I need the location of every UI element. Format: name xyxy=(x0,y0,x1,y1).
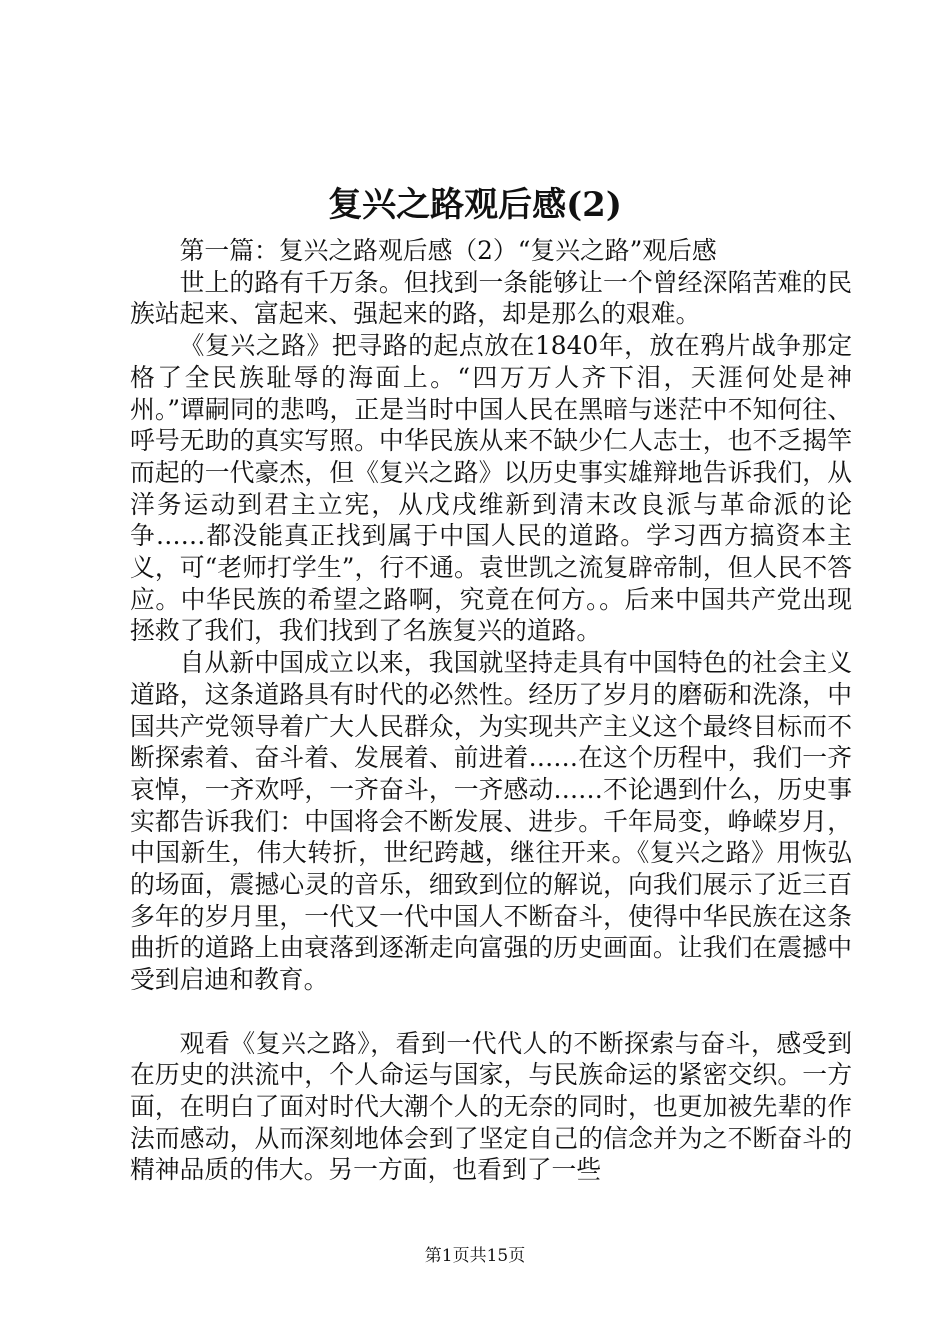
paragraph-reflection: 观看《复兴之路》，看到一代代人的不断探索与奋斗，感受到在历史的洪流中，个人命运与国家，与民族命运的紧密交织。一方面，在明白了面对时代大潮个人的无奈的同时，也更加被先辈的作法而感动，从而深刻地体会到了坚定自己的信念并为之不断奋斗的精神品质的伟大。另一方面，也看到了一些 xyxy=(130,1028,852,1185)
document-body xyxy=(130,235,852,1186)
total-pages: 共15页 xyxy=(469,1246,526,1266)
paragraph-intro: 世上的路有千万条。但找到一条能够让一个曾经深陷苦难的民族站起来、富起来、强起来的路，却是那么的艰难。 xyxy=(130,267,852,329)
paragraph-history: 《复兴之路》把寻路的起点放在1840年，放在鸦片战争那定格了全民族耻辱的海面上。“四万万人齐下泪，天涯何处是神州。”谭嗣同的悲鸣，正是当时中国人民在黑暗与迷茫中不知何往、呼号无助的真实写照。中华民族从来不缺少仁人志士，也不乏揭竿而起的一代豪杰，但《复兴之路》以历史事实雄辩地告诉我们，从洋务运动到君主立宪，从戊戌维新到清末改良派与革命派的论争……都没能真正找到属于中国人民的道路。学习西方搞资本主义，可“老师打学生”，行不通。袁世凯之流复辟帝制，但人民不答应。中华民族的希望之路啊，究竟在何方。。后来中国共产党出现拯救了我们，我们找到了名族复兴的道路。 xyxy=(130,331,852,646)
paragraph-heading: 第一篇：复兴之路观后感（2）“复兴之路”观后感 xyxy=(179,236,717,265)
page-number: 第1页 xyxy=(424,1246,470,1266)
paragraph-new-china: 自从新中国成立以来，我国就坚持走具有中国特色的社会主义道路，这条道路具有时代的必然性。经历了岁月的磨砺和洗涤，中国共产党领导着广大人民群众，为实现共产主义这个最终目标而不断探索着、奋斗着、发展着、前进着……在这个历程中，我们一齐哀悼，一齐欢呼，一齐奋斗，一齐感动……不论遇到什么，历史事实都告诉我们：中国将会不断发展、进步。千年局变，峥嵘岁月，中国新生，伟大转折，世纪跨越，继往开来。《复兴之路》用恢弘的场面，震撼心灵的音乐，细致到位的解说，向我们展示了近三百多年的岁月里，一代又一代中国人不断奋斗，使得中华民族在这条曲折的道路上由衰落到逐渐走向富强的历史画面。让我们在震撼中受到启迪和教育。 xyxy=(130,648,852,995)
page-footer xyxy=(0,1244,950,1268)
document-title: 复兴之路观后感(2) xyxy=(328,185,622,225)
